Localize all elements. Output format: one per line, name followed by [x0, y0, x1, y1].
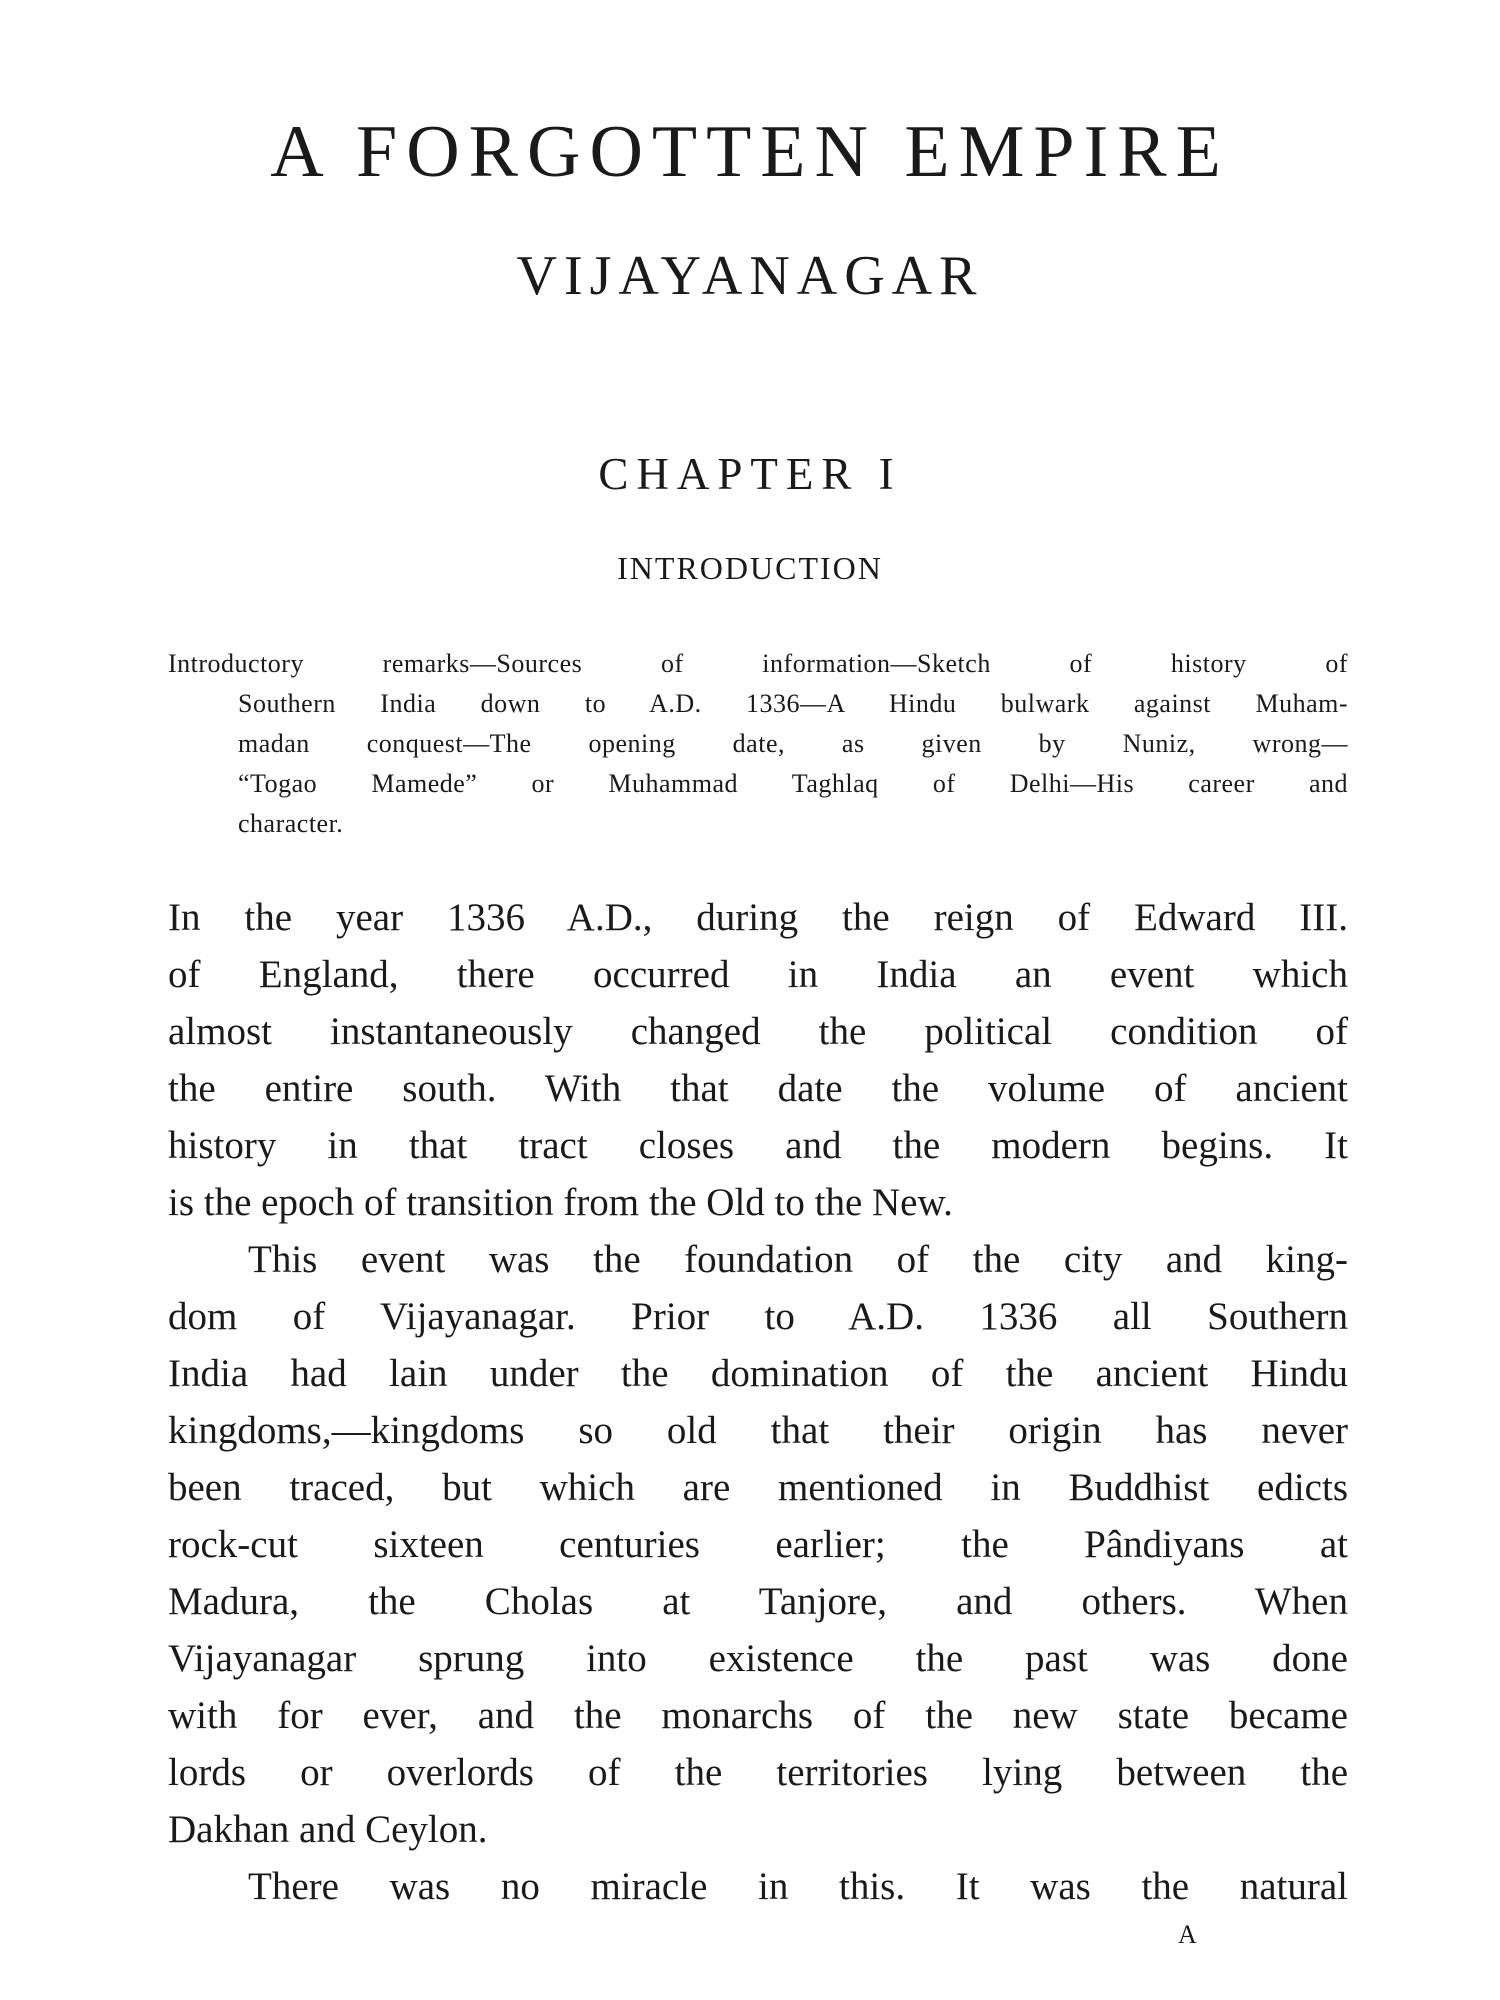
body-line: rock-cut sixteen centuries earlier; the Pândiyans at [168, 1523, 1348, 1566]
body-line: is the epoch of transition from the Old to the New. [168, 1181, 953, 1224]
chapter-heading: CHAPTER I [598, 449, 902, 499]
body-line: Dakhan and Ceylon. [168, 1808, 488, 1851]
synopsis-line: character. [238, 809, 344, 838]
synopsis-line: Southern India down to A.D. 1336—A Hindu bulwark against Muham- [238, 689, 1348, 718]
body-line: kingdoms,—kingdoms so old that their origin has never [168, 1409, 1348, 1452]
body-line: This event was the foundation of the city and king- [248, 1238, 1348, 1281]
body-line: In the year 1336 A.D., during the reign of Edward III. [168, 896, 1348, 939]
body-line: lords or overlords of the territories lying between the [168, 1751, 1348, 1794]
synopsis-line: “Togao Mamede” or Muhammad Taghlaq of Delhi—His career and [238, 769, 1348, 798]
chapter-synopsis [168, 644, 1348, 844]
body-line: almost instantaneously changed the political condition of [168, 1010, 1348, 1053]
body-line: with for ever, and the monarchs of the new state became [168, 1694, 1348, 1737]
synopsis-line: Introductory remarks—Sources of information—Sketch of history of [168, 649, 1348, 678]
synopsis-line: madan conquest—The opening date, as given by Nuniz, wrong— [238, 729, 1348, 758]
book-subtitle: VIJAYANAGAR [516, 245, 984, 307]
body-line: Madura, the Cholas at Tanjore, and others. When [168, 1580, 1348, 1623]
body-line: India had lain under the domination of the ancient Hindu [168, 1352, 1348, 1395]
body-line: the entire south. With that date the volume of ancient [168, 1067, 1348, 1110]
signature-mark: A [1178, 1920, 1198, 1949]
body-line: history in that tract closes and the modern begins. It [168, 1124, 1348, 1167]
body-line: of England, there occurred in India an event which [168, 953, 1348, 996]
body-line: dom of Vijayanagar. Prior to A.D. 1336 all Southern [168, 1295, 1348, 1338]
body-line: Vijayanagar sprung into existence the past was done [168, 1637, 1348, 1680]
body-line: been traced, but which are mentioned in Buddhist edicts [168, 1466, 1348, 1509]
body-line: There was no miracle in this. It was the natural [248, 1865, 1348, 1908]
body-text [168, 889, 1348, 1915]
book-title: A FORGOTTEN EMPIRE [270, 111, 1230, 193]
chapter-subheading: INTRODUCTION [617, 550, 883, 586]
